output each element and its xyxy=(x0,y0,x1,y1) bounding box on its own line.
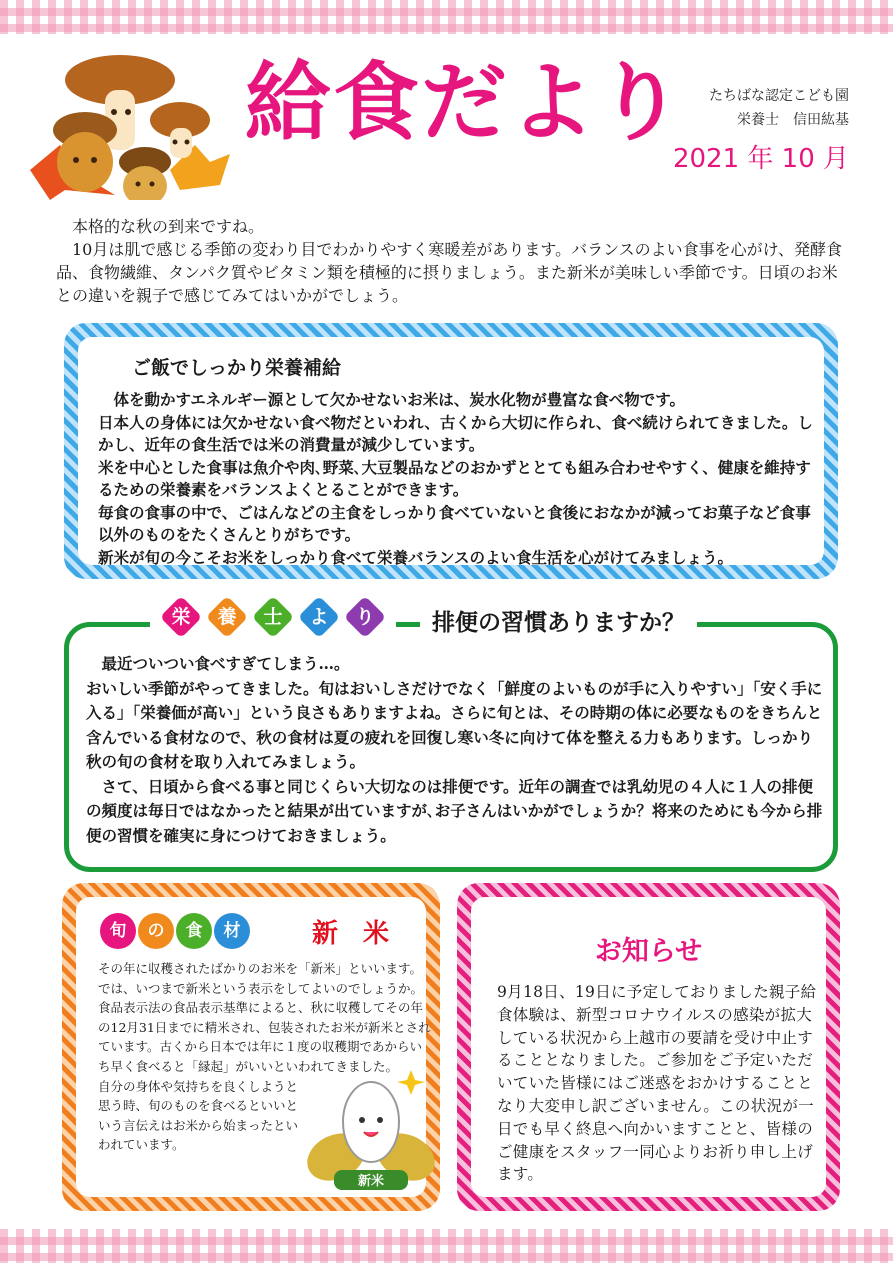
nutritionist-tag-row xyxy=(150,596,396,638)
tag-circle: 旬 xyxy=(100,913,136,949)
paragraph: 日本人の身体には欠かせない食べ物だといわれ、古くから大切に作られ、食べ続けられてきました。しかし、近年の食生活では米の消費量が減少しています。 xyxy=(98,412,813,454)
paragraph: おいしい季節がやってきました。旬はおいしさだけでなく「鮮度のよいものが手に入りやすい」「安く手に入る」「栄養価が高い」という良さもありますよね。さらに旬とは、その時期の体に必要なものをきちんと含んでいる食材なので、秋の食材は夏の疲れを回復し寒い冬に向けて体を整える力もあります。しっかり秋の旬の食材を取り入れてみましょう。 xyxy=(86,678,823,771)
paragraph: 体を動かすエネルギー源として欠かせないお米は、炭水化物が豊富な食べ物です。 xyxy=(98,390,685,409)
tag-diamond: り xyxy=(344,596,386,638)
header-info xyxy=(709,84,849,132)
paragraph: その年に収穫されたばかりのお米を「新米」といいます。では、いつまで新米という表示をしてよいのでしょうか。食品表示法の食品表示基準によると、秋に収穫してその年の12月31日までに精米され、包装されたお米が新米とされています。古くから日本では年に１度の収穫期であからいち早く食べると「縁起」がいいといわれてきました。 xyxy=(98,961,431,1074)
autumn-characters-illustration xyxy=(20,50,235,200)
rice-grain-body xyxy=(343,1082,399,1162)
bottom-gingham-band xyxy=(0,1229,893,1263)
rice-nutrition-body xyxy=(98,389,814,569)
acorn-body xyxy=(57,132,113,192)
paragraph: 9月18日、19日に予定しておりました親子給食体験は、新型コロナウイルスの感染が拡大している状況から上越市の要請を受け中止することとなりました。ご参加をご予定いただいていた皆様にはご迷惑をおかけすることとなり大変申し訳ございません。この状況が一日でも早く終息へ向かいますことと、皆様のご健康をスタッフ一同心よりお祈り申し上げます。 xyxy=(497,983,817,1184)
rice-label: 新米 xyxy=(357,1174,385,1189)
staff-name: 栄養士 信田紘基 xyxy=(737,112,849,128)
seasonal-food-tag-row xyxy=(100,913,250,949)
top-gingham-band xyxy=(0,0,893,34)
tag-diamond: よ xyxy=(298,596,340,638)
nutritionist-column-heading: 排便の習慣ありますか？ xyxy=(420,604,697,637)
paragraph: 自分の身体や気持ちを良くしようと思う時、旬のものを食べるといいという言伝えはお米から始まったといわれています。 xyxy=(98,1078,299,1153)
paragraph: 米を中心とした食事は魚介や肉､野菜､大豆製品などのおかずととても組み合わせやすく、健康を維持するための栄養素をバランスよくとることができます。 xyxy=(98,457,811,499)
seasonal-food-box xyxy=(62,883,440,1211)
tag-diamond: 士 xyxy=(252,596,294,638)
announcement-box xyxy=(457,883,840,1211)
newsletter-title: 給食だより xyxy=(245,53,685,153)
intro-line: 10月は肌で感じる季節の変わり目でわかりやすく寒暖差があります。バランスのよい食事を心がけ、発酵食品、食物繊維、タンパク質やビタミン類を積極的に摂りましょう。また新米が美味しい季節です。日頃のお米との違いを親子で感じてみてはいかがでしょう。 xyxy=(56,240,842,305)
intro-text xyxy=(56,215,846,307)
announcement-heading: お知らせ xyxy=(594,936,703,967)
paragraph: 最近ついつい食べすぎてしまう…。 xyxy=(86,654,350,673)
tag-circle: 食 xyxy=(176,913,212,949)
tag-circle: の xyxy=(138,913,174,949)
nutritionist-column-body xyxy=(86,652,824,848)
issue-date: 2021 年 10 月 xyxy=(672,144,849,174)
rice-grain-character-illustration xyxy=(296,1062,446,1197)
paragraph: 新米が旬の今こそお米をしっかり食べて栄養バランスのよい食生活を心がけてみましょう。 xyxy=(98,547,734,567)
seasonal-food-heading: 新 米 xyxy=(312,919,398,949)
organization-name: たちばな認定こども園 xyxy=(709,88,849,104)
intro-line: 本格的な秋の到来ですね。 xyxy=(56,217,265,236)
tag-diamond: 養 xyxy=(206,596,248,638)
tag-circle: 材 xyxy=(214,913,250,949)
tag-diamond: 栄 xyxy=(160,596,202,638)
paragraph: 毎食の食事の中で、ごはんなどの主食をしっかり食べていないと食後におなかが減ってお菓子など食事以外のものをたくさんとりがちです。 xyxy=(98,502,811,544)
rice-nutrition-box xyxy=(64,323,838,579)
announcement-body xyxy=(497,981,827,1186)
sparkle-icon xyxy=(397,1070,425,1095)
paragraph: さて、日頃から食べる事と同じくらい大切なのは排便です。近年の調査では乳幼児の４人に１人の排便の頻度は毎日ではなかったと結果が出ていますが､お子さんはいかがでしょうか？将来のためにも今から排便の習慣を確実に身につけておきましょう。 xyxy=(86,776,823,845)
rice-nutrition-title: ご飯でしっかり栄養補給 xyxy=(132,357,342,379)
